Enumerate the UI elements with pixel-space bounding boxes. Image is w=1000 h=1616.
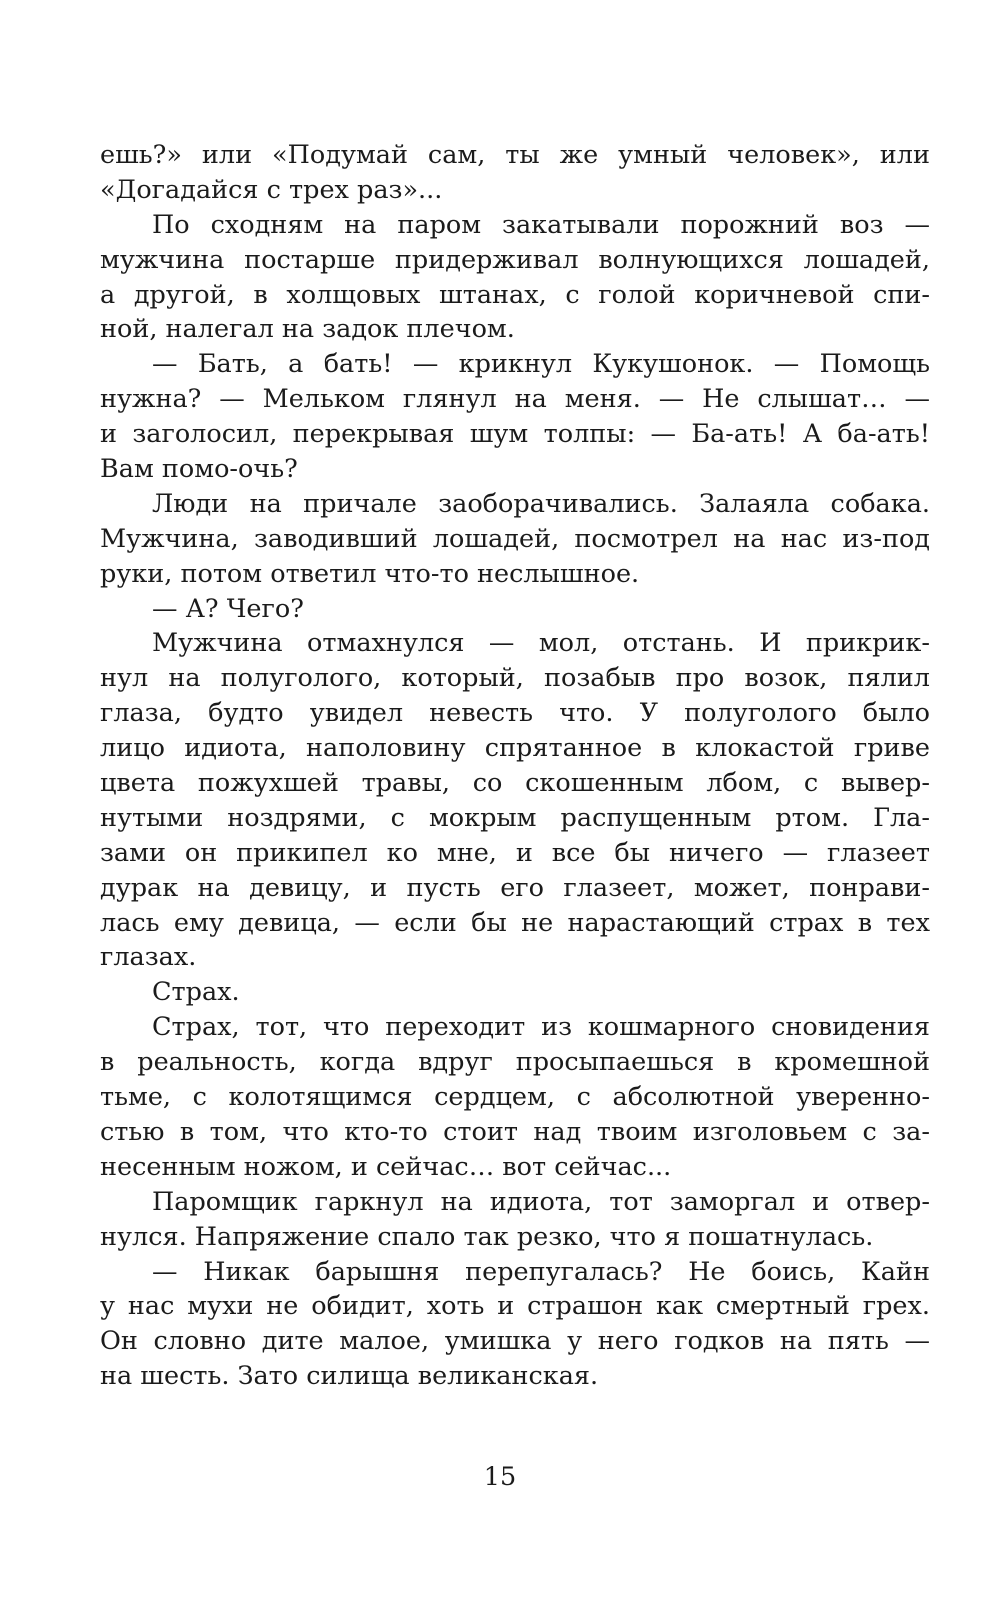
text-line: — Никак барышня перепугалась? Не боись, Кайн [152,1256,930,1287]
text-line: Люди на причале заоборачивались. Залаяла собака. [152,488,930,519]
text-line: лась ему девица, — если бы не нарастающий страх в тех [100,907,930,938]
text-line: несенным ножом, и сейчас… вот сейчас... [100,1151,672,1182]
text-line: а другой, в холщовых штанах, с голой коричневой спи- [100,279,930,310]
text-line: лицо идиота, наполовину спрятанное в клокастой гриве [100,733,930,764]
text-line: «Догадайся с трех раз»... [100,174,443,205]
text-line: в реальность, когда вдруг просыпаешься в кромешной [100,1047,930,1078]
text-line: Страх. [152,977,240,1008]
text-line: глаза, будто увидел невесть что. У полуголого было [100,698,930,729]
text-line: — Бать, а бать! — крикнул Кукушонок. — Помощь [152,349,930,380]
text-line: дурак на девицу, и пусть его глазеет, может, понрави- [100,872,930,903]
text-line: нулся. Напряжение спало так резко, что я пошатнулась. [100,1221,874,1252]
text-line: нул на полуголого, который, позабыв про возок, пялил [100,663,930,694]
text-line: — А? Чего? [152,593,304,624]
text-line: ешь?» или «Подумай сам, ты же умный человек», или [100,140,930,170]
text-line: глазах. [100,942,197,973]
text-line: нутыми ноздрями, с мокрым распущенным ртом. Гла- [100,802,930,833]
text-line: на шесть. Зато силища великанская. [100,1361,599,1392]
text-line: нужна? — Мельком глянул на меня. — Не слышат… — [100,384,930,415]
text-line: стью в том, что кто-то стоит над твоим изголовьем с за- [100,1116,930,1147]
text-line: зами он прикипел ко мне, и все бы ничего — глазеет [100,837,930,868]
text-line: Паромщик гаркнул на идиота, тот заморгал и отвер- [152,1186,930,1217]
text-line: руки, потом ответил что-то неслышное. [100,558,640,589]
text-line: и заголосил, перекрывая шум толпы: — Ба-ать! А ба-ать! [100,419,930,450]
text-line: Он словно дите малое, умишка у него годков на пять — [100,1326,930,1357]
text-line: Вам помо-очь? [100,454,298,485]
page-number: 15 [483,1462,517,1492]
text-line: Мужчина, заводивший лошадей, посмотрел на нас из-под [100,523,930,554]
text-line: тьме, с колотящимся сердцем, с абсолютной уверенно- [100,1082,930,1113]
body-text [100,138,930,1394]
text-line: Мужчина отмахнулся — мол, отстань. И прикрик- [152,628,930,659]
text-line: Страх, тот, что переходит из кошмарного сновидения [152,1012,930,1043]
text-line: мужчина постарше придерживал волнующихся лошадей, [100,244,930,275]
text-line: По сходням на паром закатывали порожний воз — [152,209,930,240]
text-line: у нас мухи не обидит, хоть и страшон как смертный грех. [100,1291,930,1322]
text-line: цвета пожухшей травы, со скошенным лбом, с вывер- [100,768,930,799]
text-line: ной, налегал на задок плечом. [100,314,515,345]
